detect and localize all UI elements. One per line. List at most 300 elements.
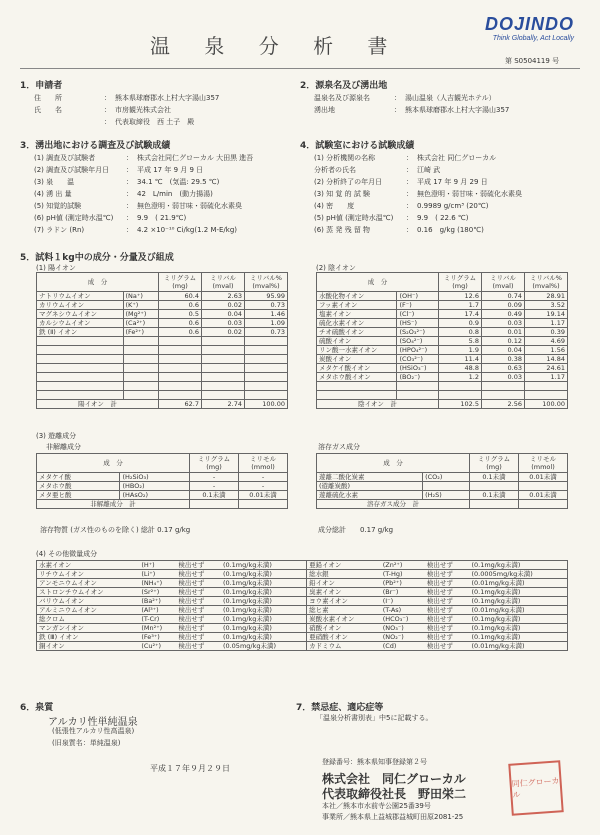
info-row (300, 190, 522, 199)
ion-cell: 鉄 (Ⅱ) イオン (37, 328, 124, 337)
trace-cell: リチウムイオン (37, 570, 140, 579)
component-cell: メタホウ酸 (37, 482, 120, 491)
ion-cell: 0.09 (482, 301, 525, 310)
trace-cell: アルミニウムイオン (37, 606, 140, 615)
ion-row (317, 301, 568, 310)
ion-cell: 硫化水素イオン (317, 319, 397, 328)
table-header: ミリバル (mval) (482, 273, 525, 292)
trace-cell: 検出せず (425, 588, 470, 597)
info-row (20, 166, 253, 175)
ion-cell: 4.69 (525, 337, 568, 346)
ion-cell: 1.46 (245, 310, 288, 319)
ion-cell: 0.38 (482, 355, 525, 364)
colon: ： (126, 178, 133, 186)
ion-cell: 塩素イオン (317, 310, 397, 319)
ion-cell: 0.04 (482, 346, 525, 355)
component-row (37, 473, 288, 482)
section-source (300, 78, 509, 115)
info-row (300, 226, 522, 235)
total-label: 陰イオン 計 (317, 400, 439, 409)
info-value: 0.16 g/kg (180℃) (417, 226, 484, 234)
info-row (300, 178, 522, 187)
ion-cell: 0.5 (159, 310, 202, 319)
trace-row (37, 588, 568, 597)
total-label: 溶存ガス成分 計 (317, 500, 470, 509)
trace-cell: (0.1mg/kg未満) (221, 579, 307, 588)
ion-cell: (HPO₄²⁻) (397, 346, 439, 355)
table-header: 成 分 (317, 273, 439, 292)
trace-cell: (0.05mg/kg未満) (221, 642, 307, 651)
ion-row (37, 310, 288, 319)
trace-cell: (0.1mg/kg未満) (469, 633, 567, 642)
dojindo-logo (485, 14, 574, 42)
total-cell: 100.00 (245, 400, 288, 409)
trace-cell: 総水銀 (307, 570, 381, 579)
trace-cell: 臭素イオン (307, 588, 381, 597)
ion-cell: (Ca²⁺) (123, 319, 158, 328)
info-row (20, 94, 219, 103)
ion-row (317, 355, 568, 364)
ion-cell: 0.63 (482, 364, 525, 373)
total-label: 陽イオン 計 (37, 400, 159, 409)
ion-cell: (BO₂⁻) (397, 373, 439, 382)
trace-cell: マンガンイオン (37, 624, 140, 633)
company-name: 株式会社 同仁グローカル (322, 772, 466, 786)
anion-table (316, 272, 568, 409)
info-value: 湯山温泉（人吉観光ホテル） (405, 94, 496, 102)
ion-cell: (SO₄²⁻) (397, 337, 439, 346)
trace-row (37, 606, 568, 615)
colon: ： (406, 226, 413, 234)
trace-cell: 検出せず (425, 624, 470, 633)
registration-number: 登録番号：熊本県知事登録第２号 (322, 758, 427, 766)
trace-cell: (HCO₃⁻) (381, 615, 425, 624)
component-cell: (H₂S) (423, 491, 470, 500)
issue-date: 平成１７年９月２９日 (150, 764, 230, 773)
trace-cell: (Li⁺) (139, 570, 176, 579)
info-value: 代表取締役 西 土子 殿 (115, 118, 195, 126)
total-cell: 102.5 (439, 400, 482, 409)
ion-cell: 19.14 (525, 310, 568, 319)
component-cell: 0.1未満 (470, 473, 519, 482)
address-hq: 本社／熊本市水前寺公園25番39号 (322, 802, 431, 810)
trace-cell: 総クロム (37, 615, 140, 624)
info-row (20, 118, 219, 127)
trace-cell: 検出せず (425, 642, 470, 651)
trace-cell: (0.1mg/kg未満) (469, 624, 567, 633)
trace-cell: 検出せず (425, 561, 470, 570)
trace-table (36, 560, 568, 651)
logo-tagline: Think Globally, Act Locally (492, 35, 574, 42)
info-label: (6) pH値 (測定時水温℃) (34, 214, 114, 222)
info-value: 無色澄明・弱甘味・弱硫化水素臭 (417, 190, 522, 198)
trace-cell: 検出せず (176, 597, 221, 606)
ion-row (317, 319, 568, 328)
address-office: 事業所／熊本県上益城郡益城町田原2081-25 (322, 813, 464, 821)
component-cell: (H₂SiO₃) (120, 473, 190, 482)
trace-cell: 水素イオン (37, 561, 140, 570)
trace-cell: (Zn²⁺) (381, 561, 425, 570)
ion-cell: 1.17 (525, 319, 568, 328)
trace-cell: (0.1mg/kg未満) (469, 561, 567, 570)
trace-cell: 検出せず (176, 606, 221, 615)
cation-table (36, 272, 288, 409)
info-value: 熊本県球磨郡水上村大字湯山357 (115, 94, 220, 102)
colon: ： (406, 190, 413, 198)
trace-cell: (0.01mg/kg未満) (469, 606, 567, 615)
info-label: 氏 名 (34, 106, 62, 114)
trace-row (37, 570, 568, 579)
trace-cell: (Cu²⁺) (139, 642, 176, 651)
total-cell: 62.7 (159, 400, 202, 409)
section-heading: 1．申請者 (20, 81, 63, 91)
ion-row (37, 292, 288, 301)
colon: ： (104, 94, 111, 102)
ion-cell: 17.4 (439, 310, 482, 319)
dissolved-total: 溶存物質 (ガス性のものを除く) 総計 0.17 g/kg (40, 526, 191, 534)
total-row (317, 400, 568, 409)
ion-cell: 0.03 (202, 319, 245, 328)
table-header: ミリグラム (mg) (159, 273, 202, 292)
trace-cell: (NO₂⁻) (381, 633, 425, 642)
trace-row (37, 597, 568, 606)
ion-cell: 0.02 (202, 328, 245, 337)
dissolved-gas-heading: 溶存ガス成分 (318, 443, 360, 451)
ion-cell: 0.01 (482, 328, 525, 337)
ion-cell: 0.73 (245, 301, 288, 310)
trace-cell: 検出せず (425, 579, 470, 588)
info-value: 4.2 ×10⁻¹⁰ Ci/kg(1.2 M-E/kg) (137, 226, 238, 234)
info-row (300, 106, 509, 115)
trace-cell: 総ヒ素 (307, 606, 381, 615)
component-row (37, 482, 288, 491)
undissociated-heading: 非解離成分 (46, 443, 81, 451)
ion-cell: 0.6 (159, 328, 202, 337)
info-label: 分析者の氏名 (314, 166, 356, 174)
trace-cell: 検出せず (425, 633, 470, 642)
component-cell (519, 482, 568, 491)
ion-cell: 95.99 (245, 292, 288, 301)
info-value: 江崎 武 (417, 166, 441, 174)
ion-cell: カリウムイオン (37, 301, 124, 310)
colon: ： (406, 166, 413, 174)
section-heading-spring: 6．泉質 (20, 703, 54, 713)
ion-cell: 14.84 (525, 355, 568, 364)
ion-cell: フッ素イオン (317, 301, 397, 310)
table-header: ミリモル (mmol) (239, 454, 288, 473)
info-value: 株式会社同仁グローカル 大田黒 進吾 (137, 154, 254, 162)
ion-cell: 0.74 (482, 292, 525, 301)
trace-cell: 検出せず (176, 633, 221, 642)
info-value: 0.9989 g/cm³ (20℃) (417, 202, 489, 210)
colon: ： (104, 118, 111, 126)
trace-cell: (NH₄⁺) (139, 579, 176, 588)
ion-row (317, 310, 568, 319)
trace-cell: (0.1mg/kg未満) (221, 615, 307, 624)
info-label: (4) 湧 出 量 (34, 190, 72, 198)
table-header: ミリバル% (mval%) (245, 273, 288, 292)
colon: ： (394, 106, 401, 114)
trace-cell: (T-Hg) (381, 570, 425, 579)
colon: ： (126, 226, 133, 234)
component-row (317, 482, 568, 491)
ion-cell: (HSiO₃⁻) (397, 364, 439, 373)
trace-cell: (I⁻) (381, 597, 425, 606)
trace-cell: 銅イオン (37, 642, 140, 651)
info-row (20, 226, 253, 235)
section-heading: 3．湧出地における調査及び試験成績 (20, 141, 171, 151)
ion-cell: (K⁺) (123, 301, 158, 310)
info-label: 温泉名及び源泉名 (314, 94, 370, 102)
section-field-test (20, 138, 253, 235)
ion-cell: 3.52 (525, 301, 568, 310)
ion-cell: リン酸一水素イオン (317, 346, 397, 355)
info-row (20, 202, 253, 211)
ion-cell: (Na⁺) (123, 292, 158, 301)
gas-table (316, 453, 568, 509)
ion-cell: 11.4 (439, 355, 482, 364)
info-label: (7) ラドン (Rn) (34, 226, 85, 234)
colon: ： (126, 202, 133, 210)
ion-cell: 24.61 (525, 364, 568, 373)
trace-cell: 検出せず (176, 579, 221, 588)
ion-cell: マグネシウムイオン (37, 310, 124, 319)
table-header: ミリバル (mval) (202, 273, 245, 292)
trace-cell: (Al³⁺) (139, 606, 176, 615)
info-row (300, 214, 522, 223)
component-row (317, 491, 568, 500)
colon: ： (406, 214, 413, 222)
info-row (20, 190, 253, 199)
component-cell: (HAsO₂) (120, 491, 190, 500)
trace-cell: (0.1mg/kg未満) (221, 588, 307, 597)
info-row (300, 154, 522, 163)
ion-cell: 0.6 (159, 319, 202, 328)
ion-cell: 5.8 (439, 337, 482, 346)
table-header: 成 分 (37, 454, 190, 473)
info-label: (1) 分析機関の名称 (314, 154, 376, 162)
ion-cell: チオ硫酸イオン (317, 328, 397, 337)
total-cell: 100.00 (525, 400, 568, 409)
info-label: (1) 調査及び試験者 (34, 154, 96, 162)
ion-cell: (F⁻) (397, 301, 439, 310)
spring-quality: アルカリ性単純温泉 (48, 717, 138, 728)
trace-cell: (0.1mg/kg未満) (221, 561, 307, 570)
ion-cell: 28.91 (525, 292, 568, 301)
trace-cell: (0.01mg/kg未満) (469, 642, 567, 651)
table-header: ミリグラム (mg) (190, 454, 239, 473)
ion-cell: 1.09 (245, 319, 288, 328)
info-label: (2) 調査及び試験年月日 (34, 166, 110, 174)
info-value: 平成 17 年 9 月 9 日 (137, 166, 204, 174)
total-cell: 2.56 (482, 400, 525, 409)
component-row (37, 491, 288, 500)
section-lab-test (300, 138, 522, 235)
total-cell: 2.74 (202, 400, 245, 409)
info-value: 9.9 ( 21.9℃) (137, 214, 187, 222)
trace-cell: 検出せず (425, 597, 470, 606)
trace-cell: (0.1mg/kg未満) (469, 588, 567, 597)
ion-row (317, 364, 568, 373)
trace-cell: アンモニウムイオン (37, 579, 140, 588)
trace-cell: (0.1mg/kg未満) (221, 597, 307, 606)
component-cell: - (239, 482, 288, 491)
component-row (317, 473, 568, 482)
ion-cell: 0.8 (439, 328, 482, 337)
info-row (300, 94, 509, 103)
ion-row (37, 328, 288, 337)
trace-row (37, 561, 568, 570)
info-label: (4) 密 度 (314, 202, 355, 210)
trace-cell: 鉛イオン (307, 579, 381, 588)
ion-cell: 1.9 (439, 346, 482, 355)
info-value: 9.9 ( 22.6 ℃) (417, 214, 469, 222)
trace-cell: (Br⁻) (381, 588, 425, 597)
trace-cell: (0.1mg/kg未満) (221, 570, 307, 579)
total-row (317, 500, 568, 509)
ion-cell: 1.17 (525, 373, 568, 382)
spring-quality-old: (旧泉質名：単純温泉) (52, 739, 121, 747)
total-label: 非解離成分 計 (37, 500, 190, 509)
ion-row (37, 319, 288, 328)
table-header: ミリモル (mmol) (519, 454, 568, 473)
colon: ： (406, 178, 413, 186)
trace-cell: 検出せず (176, 642, 221, 651)
info-row (300, 166, 522, 175)
trace-cell: バリウムイオン (37, 597, 140, 606)
component-cell: (HBO₂) (120, 482, 190, 491)
ion-cell: 48.8 (439, 364, 482, 373)
table-header: ミリグラム (mg) (439, 273, 482, 292)
trace-cell: (Cd) (381, 642, 425, 651)
ion-row (317, 346, 568, 355)
component-cell: 0.01未満 (519, 473, 568, 482)
table-header: 成 分 (37, 273, 159, 292)
info-row (20, 178, 253, 187)
component-cell: 0.01未満 (239, 491, 288, 500)
trace-cell: (Fe³⁺) (139, 633, 176, 642)
ion-cell: 0.49 (482, 310, 525, 319)
info-label: (5) pH値 (測定時水温℃) (314, 214, 394, 222)
trace-cell: 検出せず (425, 570, 470, 579)
ion-cell: メタケイ酸イオン (317, 364, 397, 373)
component-cell: (CO₂) (423, 473, 470, 482)
trace-cell: カドミウム (307, 642, 381, 651)
info-label: 湧出地 (314, 106, 335, 114)
trace-cell: (0.1mg/kg未満) (469, 615, 567, 624)
info-value: 平成 17 年 9 月 29 日 (417, 178, 488, 186)
trace-cell: (H⁺) (139, 561, 176, 570)
trace-cell: (Pb²⁺) (381, 579, 425, 588)
trace-cell: (0.0005mg/kg未満) (469, 570, 567, 579)
info-row (300, 202, 522, 211)
ion-cell: 60.4 (159, 292, 202, 301)
trace-cell: (NO₃⁻) (381, 624, 425, 633)
trace-cell: 亜硝酸イオン (307, 633, 381, 642)
ion-cell: 0.04 (202, 310, 245, 319)
ion-cell: 1.56 (525, 346, 568, 355)
ion-cell: ナトリウムイオン (37, 292, 124, 301)
colon: ： (126, 154, 133, 162)
colon: ： (104, 106, 111, 114)
undissociated-table (36, 453, 288, 509)
info-label: 住 所 (34, 94, 62, 102)
ion-cell: 0.03 (482, 319, 525, 328)
info-value: 34.1 ℃ (気温: 29.5 ℃) (137, 178, 220, 186)
ion-cell: 2.63 (202, 292, 245, 301)
component-cell (470, 482, 519, 491)
ion-cell: (Fe²⁺) (123, 328, 158, 337)
trace-cell: (Mn²⁺) (139, 624, 176, 633)
trace-cell: 検出せず (425, 606, 470, 615)
trace-cell: (Ba²⁺) (139, 597, 176, 606)
trace-row (37, 579, 568, 588)
ion-row (317, 292, 568, 301)
total-row (37, 500, 288, 509)
trace-cell: 検出せず (425, 615, 470, 624)
free-component-heading: (3) 遊離成分 (36, 432, 77, 440)
trace-row (37, 624, 568, 633)
component-cell: 遊離二酸化炭素 (317, 473, 423, 482)
trace-cell: (T-As) (381, 606, 425, 615)
component-cell: 0.1未満 (470, 491, 519, 500)
trace-cell: 検出せず (176, 588, 221, 597)
trace-cell: (0.1mg/kg未満) (221, 624, 307, 633)
cation-heading: (1) 陽イオン (36, 264, 76, 272)
section-heading: 4．試験室における試験成績 (300, 141, 415, 151)
ion-cell: 0.03 (482, 373, 525, 382)
table-header: ミリグラム (mg) (470, 454, 519, 473)
ion-cell: (S₂O₃²⁻) (397, 328, 439, 337)
trace-cell: ヨウ素イオン (307, 597, 381, 606)
section-heading: 2．源泉名及び湧出地 (300, 81, 388, 91)
info-value: 市房観光株式会社 (115, 106, 171, 114)
company-seal: 同仁グローカル (508, 760, 564, 816)
trace-cell: 亜鉛イオン (307, 561, 381, 570)
info-label: (6) 蒸 発 残 留 物 (314, 226, 371, 234)
ion-cell: 12.6 (439, 292, 482, 301)
page-title: 温 泉 分 析 書 (150, 34, 402, 58)
colon: ： (126, 190, 133, 198)
info-label: (2) 分析終了の年月日 (314, 178, 383, 186)
ion-row (317, 373, 568, 382)
trace-cell: (0.1mg/kg未満) (221, 606, 307, 615)
ion-cell: (Cl⁻) (397, 310, 439, 319)
section-heading-indications: 7．禁忌症、適応症等 (296, 703, 384, 713)
ion-cell: 0.39 (525, 328, 568, 337)
component-cell: - (190, 473, 239, 482)
representative: 代表取締役社長 野田栄二 (322, 787, 467, 801)
colon: ： (394, 94, 401, 102)
trace-cell: ストロンチウムイオン (37, 588, 140, 597)
info-label: (3) 知 覚 的 試 験 (314, 190, 371, 198)
ion-cell: 0.6 (159, 301, 202, 310)
component-cell (423, 482, 470, 491)
table-header: ミリバル% (mval%) (525, 273, 568, 292)
trace-cell: 検出せず (176, 624, 221, 633)
colon: ： (406, 154, 413, 162)
colon: ： (126, 214, 133, 222)
trace-cell: 検出せず (176, 561, 221, 570)
trace-heading: (4) その他微量成分 (36, 550, 98, 558)
component-cell: 0.1未満 (190, 491, 239, 500)
ion-row (317, 337, 568, 346)
trace-cell: (T-Cr) (139, 615, 176, 624)
component-cell: メタ亜ヒ酸 (37, 491, 120, 500)
ion-row (37, 301, 288, 310)
ion-cell: 0.02 (202, 301, 245, 310)
trace-cell: 鉄 (Ⅲ) イオン (37, 633, 140, 642)
